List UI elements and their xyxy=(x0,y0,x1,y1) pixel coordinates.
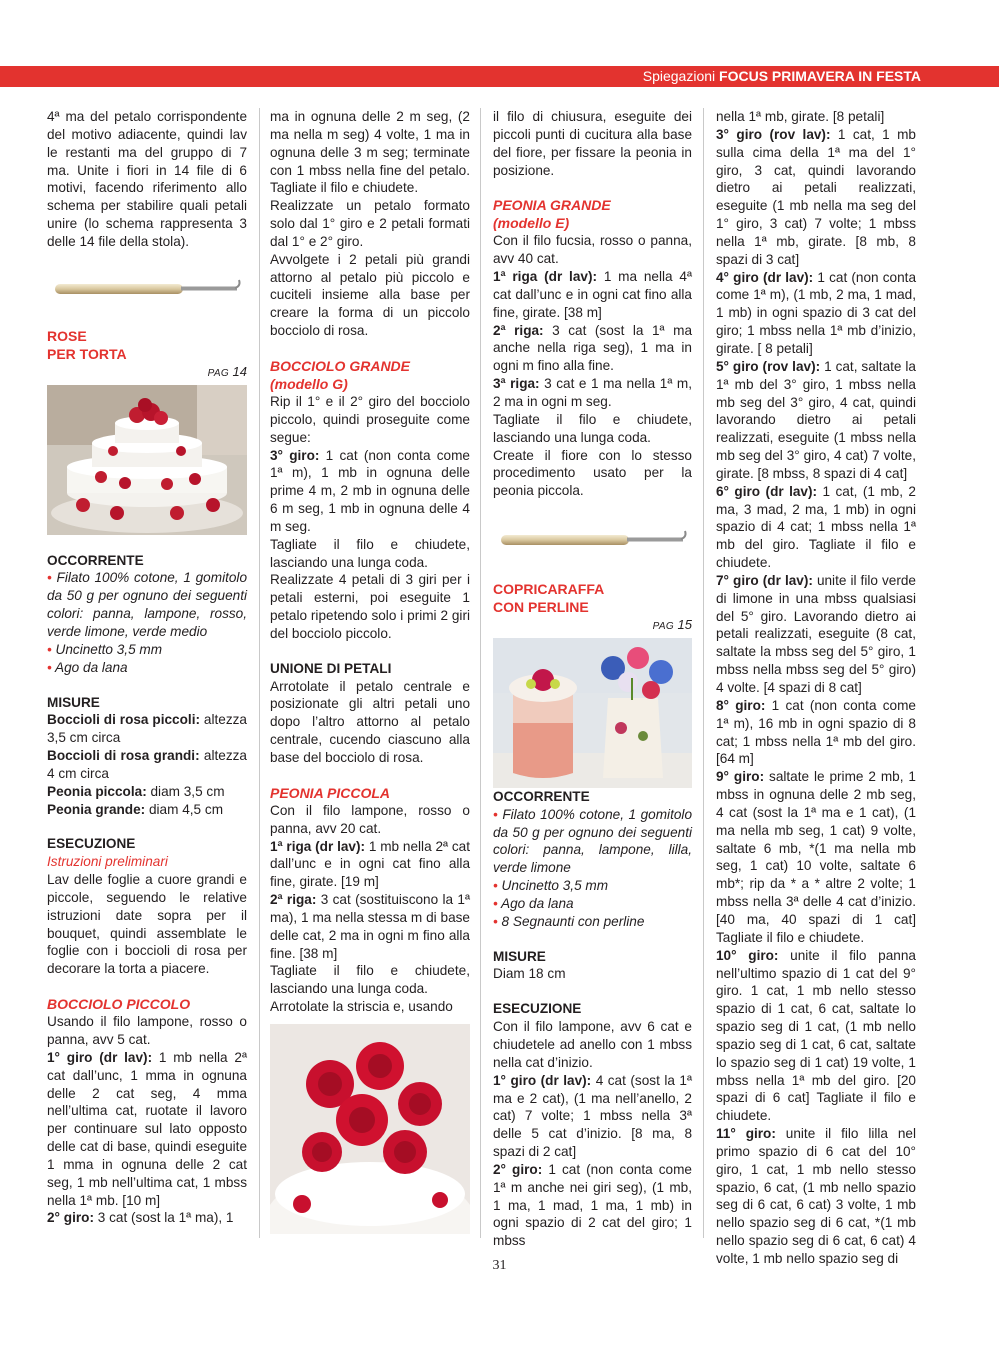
column-divider xyxy=(703,108,704,1238)
paragraph: 2ª riga: 3 cat (sostituiscono la 1ª ma), 1 ma nella stessa m di base delle cat, 2 ma in ogni m fino alla fine. [38 m] xyxy=(270,892,471,961)
section-title: ROSE xyxy=(47,327,87,344)
measure-item: Boccioli di rosa piccoli: altezza 3,5 cm circa xyxy=(47,712,247,746)
paragraph: 5° giro (rov lav): 1 cat, saltate la 1ª mb del 3° giro, 1 mbss nella mb seg del 3° giro, 4 cat, quindi lavorando dietro ai petali realizzati, eseguite (1 mbss nella mb seg del 3° giro, 4 cat) 7 volte, girate. [8 mbss, 8 spazi di 4 cat] xyxy=(716,358,916,481)
paragraph: 6° giro (dr lav): 1 cat, (1 mb, 2 ma, 3 mad, 2 ma, 1 mb) in ogni spazio di 4 cat; 1 mbss nella 1ª mb del giro. Tagliate il filo e chiudete. xyxy=(716,483,916,571)
column-1 xyxy=(47,108,247,1227)
list-item: • Filato 100% cotone, 1 gomitolo da 50 g per ognuno dei seguenti colori: panna, lampone, lilla, verde limone xyxy=(493,806,692,876)
paragraph: 7° giro (dr lav): unite il filo verde di limone in una mbss qualsiasi del 5° giro. Lavorando dietro ai petali realizzati, eseguite (8 cat, saltate la mbss seg del 5° giro, 1 mbss nella mbss seg del 5° giro) 4 volte. [4 spazi di 8 cat] xyxy=(716,572,916,695)
paragraph: 1ª riga (dr lav): 1 ma nella 4ª cat dall’unc e in ogni cat fino alla fine, girate. [38 m] xyxy=(493,269,692,320)
crochet-hook-icon xyxy=(493,500,692,580)
paragraph: ma in ognuna delle 2 m seg, (2 ma nella m seg) 4 volte, 1 ma in ognuna delle 3 m seg; terminate con 1 mbss nella fine del petalo. Tagliate il filo e chiudete. xyxy=(270,109,470,196)
paragraph: 3ª riga: 3 cat e 1 ma nella 1ª m, 2 ma in ogni m seg. xyxy=(493,376,693,409)
measure-item: Peonia grande: diam 4,5 cm xyxy=(47,801,224,817)
column-3 xyxy=(493,108,692,1250)
pattern-heading: PEONIA GRANDE xyxy=(493,197,611,214)
list-item: • Uncinetto 3,5 mm xyxy=(47,641,163,657)
running-header xyxy=(643,67,921,86)
pattern-subheading: (modello G) xyxy=(270,375,348,392)
paragraph: Arrotolate il petalo centrale e posizionate gli altri petali uno dopo l’altro attorno al petalo centrale, cucendo ciascuno alla base del bocciolo di rosa. xyxy=(270,678,470,765)
paragraph: nella 1ª mb, girate. [8 petali] xyxy=(716,109,885,124)
header-section: Spiegazioni xyxy=(642,68,716,84)
paragraph: 8° giro: 1 cat (non conta come 1ª m), 16 mb in ogni spazio di 8 cat; 1 mbss nella 1ª mb del giro. [64 m] xyxy=(716,697,916,767)
pattern-heading: BOCCIOLO GRANDE xyxy=(270,357,410,374)
column-2 xyxy=(270,108,470,1234)
section-title: CON PERLINE xyxy=(493,599,589,616)
cake-photo xyxy=(47,385,247,535)
paragraph: 10° giro: unite il filo panna nell’ultimo spazio di 1 cat del 9° giro. 1 cat, 1 mb nello stesso spazio di 1 cat, 6 cat, saltate lo spazio seg di 1 cat, (1 mb nello spazio seg di 1 cat, 6 cat, saltate lo spazio seg di 1 cat) 19 volte, 1 mbss nella 1ª mb del giro. [20 spazi di 6 cat] Tagliate il filo e chiudete. xyxy=(716,947,916,1124)
intro-paragraph: 4ª ma del petalo corrispondente del motivo adiacente, quindi lav le restanti ma del gruppo di 7 ma. Unite i fiori in 14 file di 6 motivi, facendo riferimento allo schema per stabilire quali petali unire (lo schema rappresenta 3 delle 14 file della stola). xyxy=(47,109,247,249)
paragraph: il filo di chiusura, eseguite dei piccoli punti di cucitura alla base del fiore, per fissare la peonia in posizione. xyxy=(493,109,692,178)
section-heading: ESECUZIONE xyxy=(493,1001,582,1017)
paragraph: Lav delle foglie a cuore grandi e piccole, seguendo le relative istruzioni date sopra per il bouquet, quindi assemblate le foglie con i boccioli di rosa per decorare la torta a piacere. xyxy=(47,872,247,977)
paragraph: 3° giro (rov lav): 1 cat, 1 mb sulla cima della 1ª ma del 1° giro, 3 cat, quindi lavorando dietro ai petali realizzati, eseguite (1 mb nella ma seg del 1° giro, 3 cat) 7 volte; 1 mbss nella 1ª mb, girate. [8 mb, 8 spazi di 3 cat] xyxy=(716,126,916,267)
paragraph: Avvolgete i 2 petali più grandi attorno al petalo più piccolo e cuciteli insieme alla base per creare la forma di un piccolo bocciolo di rosa. xyxy=(270,251,470,339)
paragraph: Diam 18 cm xyxy=(493,966,566,982)
header-title: FOCUS PRIMAVERA IN FESTA xyxy=(719,68,921,84)
crochet-hook-icon xyxy=(47,251,247,327)
paragraph: Usando il filo lampone, rosso o panna, avv 5 cat. xyxy=(47,1014,247,1047)
paragraph: Con il filo lampone, rosso o panna, avv 20 cat. xyxy=(270,802,470,836)
paragraph: Tagliate il filo e chiudete, lasciando una lunga coda. xyxy=(493,411,692,445)
pattern-subheading: (modello E) xyxy=(493,215,570,232)
column-divider xyxy=(480,108,481,1238)
list-item: • Filato 100% cotone, 1 gomitolo da 50 g per ognuno dei seguenti colori: panna, lampone, rosso, verde limone, verde medio xyxy=(47,570,248,639)
paragraph: 1ª riga (dr lav): 1 mb nella 2ª cat dall’unc e in ogni cat fino alla fine, girate. [19 m] xyxy=(270,838,470,890)
paragraph: Realizzate un petalo formato solo dal 1° giro e 2 petali formati dal 1° e 2° giro. xyxy=(270,198,470,249)
pattern-heading: PEONIA PICCOLA xyxy=(270,784,391,801)
paragraph: 1° giro (dr lav): 1 mb nella 2ª cat dall’unc, 1 mma in ognuna delle 2 cat seg, 4 mma nell’ultima cat, ruotate il lavoro per continuare sul lato opposto delle cat di base, quindi eseguite 1 mma in ognuna delle 2 cat seg, 1 mb nell’ultima cat, 1 mbss nella 1ª mb. [10 m] xyxy=(47,1049,247,1208)
paragraph: 3° giro: 1 cat (non conta come 1ª m), 1 mb in ognuna delle prime 4 m, 2 mb in ognuna delle 6 m seg, 1 mb in ognuna delle 4 m seg. xyxy=(270,447,470,534)
section-heading: UNIONE DI PETALI xyxy=(270,660,392,676)
section-heading: MISURE xyxy=(47,694,100,710)
paragraph: Arrotolate la striscia e, usando xyxy=(270,999,453,1015)
list-item: • 8 Segnaunti con perline xyxy=(493,913,645,929)
paragraph: 11° giro: unite il filo lilla nel primo spazio di 6 cat del 10° giro, 1 cat, 1 mb nello stesso spazio, 6 cat, (1 mb nello spazio seg di 6 cat, 6 cat) 3 volte, 1 mb nello spazio seg di 6 cat, *(1 mb nello spazio seg di 6 cat, 6 cat) 4 volte, 1 mb nello spazio seg di xyxy=(716,1126,916,1266)
section-heading: OCCORRENTE xyxy=(493,788,590,804)
section-title: COPRICARAFFA xyxy=(493,581,605,598)
paragraph: Rip il 1° e il 2° giro del bocciolo piccolo, quindi proseguite come segue: xyxy=(270,393,470,445)
column-divider xyxy=(259,108,260,1238)
paragraph: Tagliate il filo e chiudete, lasciando una lunga coda. xyxy=(270,963,470,997)
list-item: • Uncinetto 3,5 mm xyxy=(493,878,609,894)
column-4 xyxy=(716,108,916,1268)
section-heading: ESECUZIONE xyxy=(47,836,136,852)
paragraph: 2° giro: 1 cat (non conta come 1ª m anche nei giri seg), (1 mb, 1 ma, 1 mad, 1 ma, 1 mb) in ogni spazio di 2 cat del giro; 1 mbss xyxy=(493,1161,692,1249)
pattern-heading: BOCCIOLO PICCOLO xyxy=(47,996,191,1013)
page-ref: PAG 15 xyxy=(652,617,692,633)
page-number: 31 xyxy=(492,1258,507,1273)
paragraph: Tagliate il filo e chiudete, lasciando una lunga coda. xyxy=(270,536,470,570)
paragraph: Con il filo lampone, avv 6 cat e chiudetele ad anello con 1 mbss nella cat d’inizio. xyxy=(493,1019,692,1070)
paragraph: 4° giro (dr lav): 1 cat (non conta come 1ª m), (1 mb, 2 ma, 1 mad, 1 mb) in ogni spazio di 3 cat del giro; 1 mbss nella 1ª mb d’inizio, girate. [ 8 petali] xyxy=(716,269,916,356)
section-heading: MISURE xyxy=(493,948,546,964)
paragraph: 9° giro: saltate le prime 2 mb, 1 mbss in ognuna delle 2 mb seg, 4 cat (sost la 1ª ma e 1 cat), (1 ma nella mb seg, 1 cat) 9 volte, saltate 6 mb, *(1 ma nella mb seg, 1 cat) 10 volte, saltate 6 mb*; rip da * a * altre 2 volte; 1 mbss nella 3ª delle 4 cat d’inizio. [40 ma, 40 spazi di 1 cat] Tagliate il filo e chiudete. xyxy=(716,769,916,945)
list-item: • Ago da lana xyxy=(47,659,128,675)
paragraph: 2ª riga: 3 cat (sost la 1ª ma anche nella riga seg), 1 ma in ogni m fino alla fine. xyxy=(493,322,693,374)
list-item: • Ago da lana xyxy=(493,895,574,911)
paragraph: 2° giro: 3 cat (sost la 1ª ma), 1 xyxy=(47,1210,234,1226)
paragraph: Create il fiore con lo stesso procedimento usato per la peonia piccola. xyxy=(493,447,692,499)
subheading: Istruzioni preliminari xyxy=(47,854,168,870)
paragraph: Con il filo fucsia, rosso o panna, avv 40 cat. xyxy=(493,233,692,267)
roses-photo xyxy=(270,1024,470,1234)
page-ref: PAG 14 xyxy=(207,363,247,379)
paragraph: 1° giro (dr lav): 4 cat (sost la 1ª ma e 2 cat), (1 ma nell’anello, 2 cat) 7 volte; 1 mbss nella 3ª delle 5 cat d’inizio. [8 ma, 8 spazi di 2 cat] xyxy=(493,1072,692,1160)
jug-cover-photo xyxy=(493,638,692,788)
paragraph: Realizzate 4 petali di 3 giri per i petali esterni, poi eseguite 1 petalo ripetendo solo i primi 2 giri del bocciolo piccolo. xyxy=(270,572,470,641)
section-title: PER TORTA xyxy=(47,345,127,362)
measure-item: Boccioli di rosa grandi: altezza 4 cm circa xyxy=(47,748,247,781)
measure-item: Peonia piccola: diam 3,5 cm xyxy=(47,783,225,799)
section-heading: OCCORRENTE xyxy=(47,552,144,568)
